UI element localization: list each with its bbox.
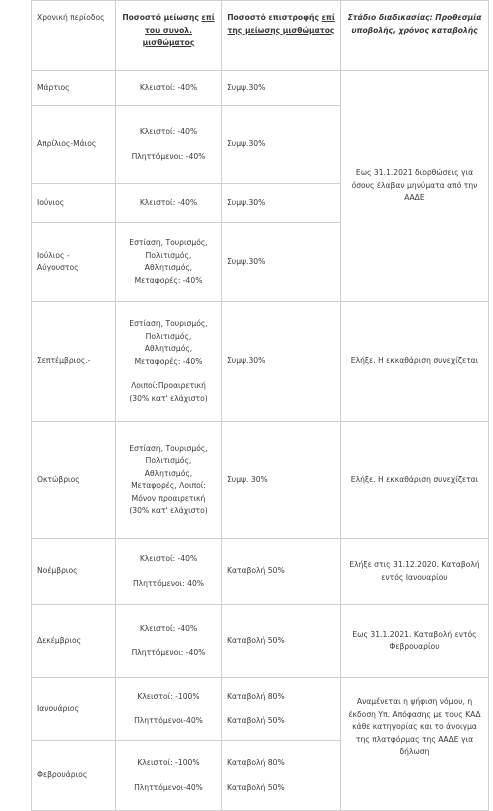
reduction-text: Εστίαση, Τουρισμός, Πολιτισμός, Αθλητισμός, Μεταφορές: -40% <box>129 238 208 285</box>
rent-reduction-table <box>31 0 489 811</box>
refund-text: Καταβολή 50% <box>227 716 285 725</box>
reduction-cell <box>116 223 222 302</box>
refund-cell <box>222 605 341 678</box>
reduction-cell <box>116 302 222 422</box>
header-period <box>32 1 116 71</box>
table-row <box>32 605 489 678</box>
reduction-text: Κλειστοί: -40% <box>139 623 198 633</box>
refund-cell <box>222 106 341 184</box>
refund-text: Καταβολή 50% <box>227 566 285 576</box>
refund-text: Συμψ.30% <box>227 197 266 207</box>
refund-text: Συμψ.30% <box>227 356 266 366</box>
table-row <box>32 302 489 422</box>
header-period-label: Χρονική περίοδος <box>37 13 105 22</box>
stage-cell: Εως 31.1.2021. Καταβολή εντός Φεβρουαρίου <box>341 605 489 678</box>
header-refund <box>222 1 341 71</box>
refund-text: Συμψ.30% <box>227 82 266 92</box>
reduction-text: Πληττόμενοι-40% <box>134 782 203 792</box>
table-row <box>32 422 489 539</box>
reduction-text: Κλειστοί: -40% <box>139 554 198 563</box>
stage-cell: Ελήξε στις 31.12.2020. Καταβολή εντός Ιανουαρίου <box>341 539 489 605</box>
table-row <box>32 539 489 605</box>
reduction-cell <box>116 184 222 223</box>
refund-cell <box>222 184 341 223</box>
reduction-cell <box>116 678 222 741</box>
header-stage-label: Στάδιο διαδικασίας: Προθεσμία υποβολής, χρόνος καταβολής <box>347 13 482 35</box>
refund-cell <box>222 71 341 106</box>
header-reduction-label: Ποσοστό μείωσης <box>122 13 202 22</box>
refund-text: Συμψ.30% <box>227 139 266 149</box>
header-reduction <box>116 1 222 71</box>
reduction-text: Πληττόμενοι: 40% <box>132 578 205 588</box>
reduction-cell <box>116 422 222 539</box>
refund-text: Συμψ. 30% <box>227 474 268 484</box>
refund-text: Καταβολή 80% <box>227 758 285 767</box>
reduction-text: Κλειστοί: -100% <box>137 691 200 701</box>
reduction-text: Κλειστοί: -40% <box>139 197 198 207</box>
refund-cell <box>222 422 341 539</box>
reduction-text: Πληττόμενοι: -40% <box>131 151 206 161</box>
reduction-text: Κλειστοί: -40% <box>139 127 198 136</box>
stage-cell-group-2: Αναμένεται η ψήφιση νόμου, η έκδοση Υπ. Απόφασης με τους ΚΑΔ κάθε κατηγορίας και το άνοιγμα της πλατφόρμας της ΑΑΔΕ για δήλωση <box>341 678 489 811</box>
refund-text: Καταβολή 80% <box>227 691 285 701</box>
reduction-text: Εστίαση, Τουρισμός, Πολιτισμός, Αθλητισμός, Μεταφορές, Λοιποί: Μόνον προαιρετική (30% κατ' ελάχιστο) <box>129 443 208 515</box>
stage-cell: Ελήξε. Η εκκαθάριση συνεχίζεται <box>341 422 489 539</box>
reduction-text: Πληττόμενοι-40% <box>134 716 203 725</box>
stage-cell-group-1: Εως 31.1.2021 διορθώσεις για όσους έλαβαν μηνύματα από την ΑΑΔΕ <box>341 71 489 302</box>
reduction-cell <box>116 539 222 605</box>
reduction-text: Εστίαση, Τουρισμός, Πολιτισμός, Αθλητισμός, Μεταφορές: -40% <box>129 319 208 366</box>
reduction-cell <box>116 741 222 811</box>
refund-cell <box>222 302 341 422</box>
reduction-text: Κλειστοί: -100% <box>137 758 200 767</box>
refund-cell <box>222 223 341 302</box>
table-row <box>32 71 489 106</box>
reduction-cell <box>116 71 222 106</box>
period-cell: Ιούλιος - Αύγουστος <box>32 223 116 302</box>
period-cell: Φεβρουάριος <box>32 741 116 811</box>
period-cell: Σεπτέμβριος.- <box>32 302 116 422</box>
period-cell: Ιούνιος <box>32 184 116 223</box>
period-cell: Μάρτιος <box>32 71 116 106</box>
refund-text: Συμψ.30% <box>227 256 266 266</box>
period-cell: Ιανουάριος <box>32 678 116 741</box>
header-refund-link[interactable]: επί της μείωσης μισθώματος <box>227 13 335 35</box>
refund-cell <box>222 678 341 741</box>
reduction-text: Πληττόμενοι: -40% <box>131 648 206 657</box>
refund-text: Καταβολή 50% <box>227 635 285 645</box>
header-stage <box>341 1 489 71</box>
reduction-text: Λοιποί:Προαιρετική (30% κατ' ελάχιστο) <box>129 381 208 403</box>
stage-cell: Ελήξε. Η εκκαθάριση συνεχίζεται <box>341 302 489 422</box>
reduction-cell <box>116 605 222 678</box>
header-reduction-link[interactable]: επί του συνολ. μισθώματος <box>142 13 215 47</box>
refund-cell <box>222 539 341 605</box>
period-cell: Απρίλιος-Μάιος <box>32 106 116 184</box>
reduction-text: Κλειστοί: -40% <box>139 82 198 92</box>
header-row <box>32 1 489 71</box>
reduction-cell <box>116 106 222 184</box>
refund-cell <box>222 741 341 811</box>
refund-text: Καταβολή 50% <box>227 782 285 792</box>
table-row <box>32 678 489 741</box>
period-cell: Οκτώβριος <box>32 422 116 539</box>
period-cell: Δεκέμβριος <box>32 605 116 678</box>
period-cell: Νοέμβριος <box>32 539 116 605</box>
header-refund-label: Ποσοστό επιστροφής <box>227 13 322 22</box>
